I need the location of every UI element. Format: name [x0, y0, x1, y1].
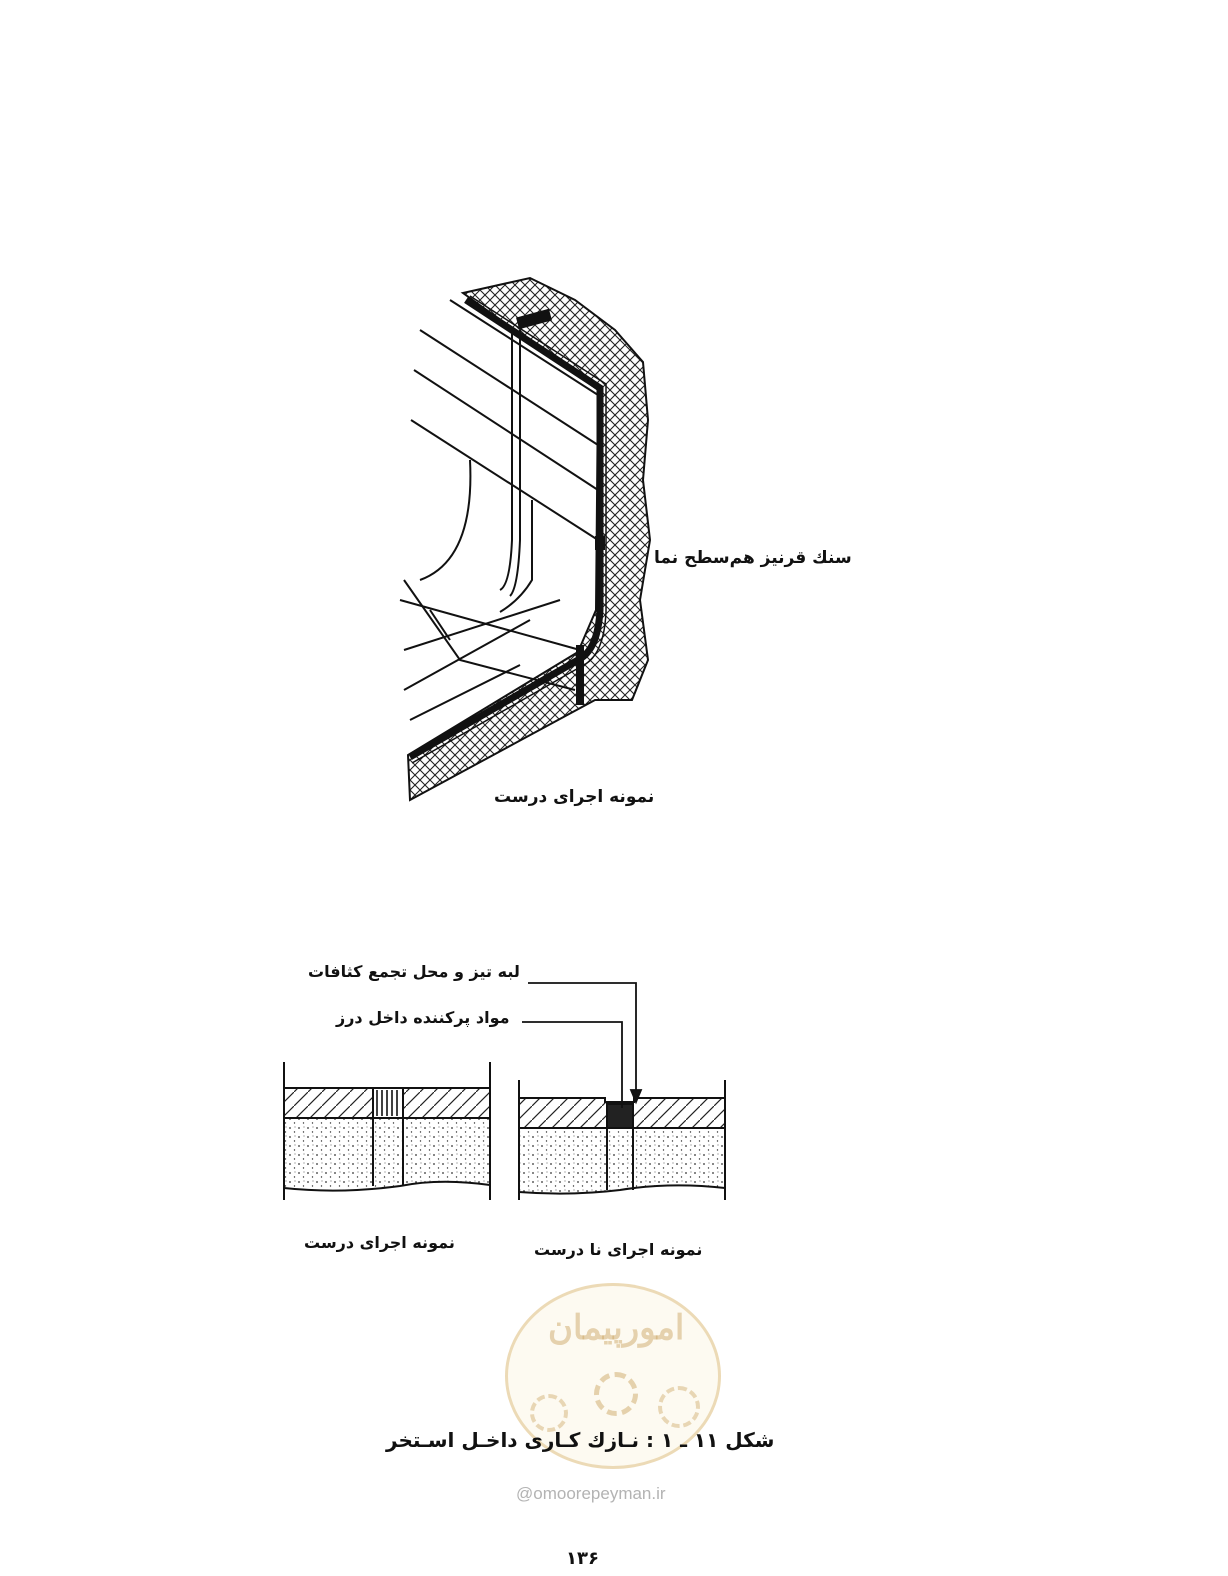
at-icon: @	[516, 1484, 534, 1503]
cog-icon	[658, 1386, 700, 1428]
watermark-logo-text: امورپیمان	[548, 1308, 685, 1348]
label-joint-filler: مواد پركننده داخل درز	[336, 1008, 510, 1027]
page-number: ۱۳۶	[566, 1548, 599, 1569]
watermark-site	[516, 1484, 666, 1504]
scale-icon	[530, 1394, 568, 1432]
caption-correct-top: نمونه اجرای درست	[494, 787, 655, 807]
leader-lines	[522, 983, 641, 1108]
figure-caption: شكل ۱۱ ـ ۱ : نـازك كـاری داخـل اسـتخر	[386, 1428, 775, 1452]
concrete-wall-section	[408, 278, 650, 800]
gear-icon	[594, 1372, 638, 1416]
section-correct	[284, 1062, 490, 1200]
caption-correct-section: نمونه اجرای درست	[304, 1233, 455, 1252]
label-sharp-edge: لبه تيز و محل تجمع كثافات	[308, 962, 520, 981]
caption-incorrect-section: نمونه اجرای نا درست	[534, 1240, 703, 1259]
label-coping-stone: سنك قرنيز هم‌سطح نما	[654, 548, 852, 568]
watermark-site-text: omoorepeyman.ir	[533, 1484, 666, 1503]
